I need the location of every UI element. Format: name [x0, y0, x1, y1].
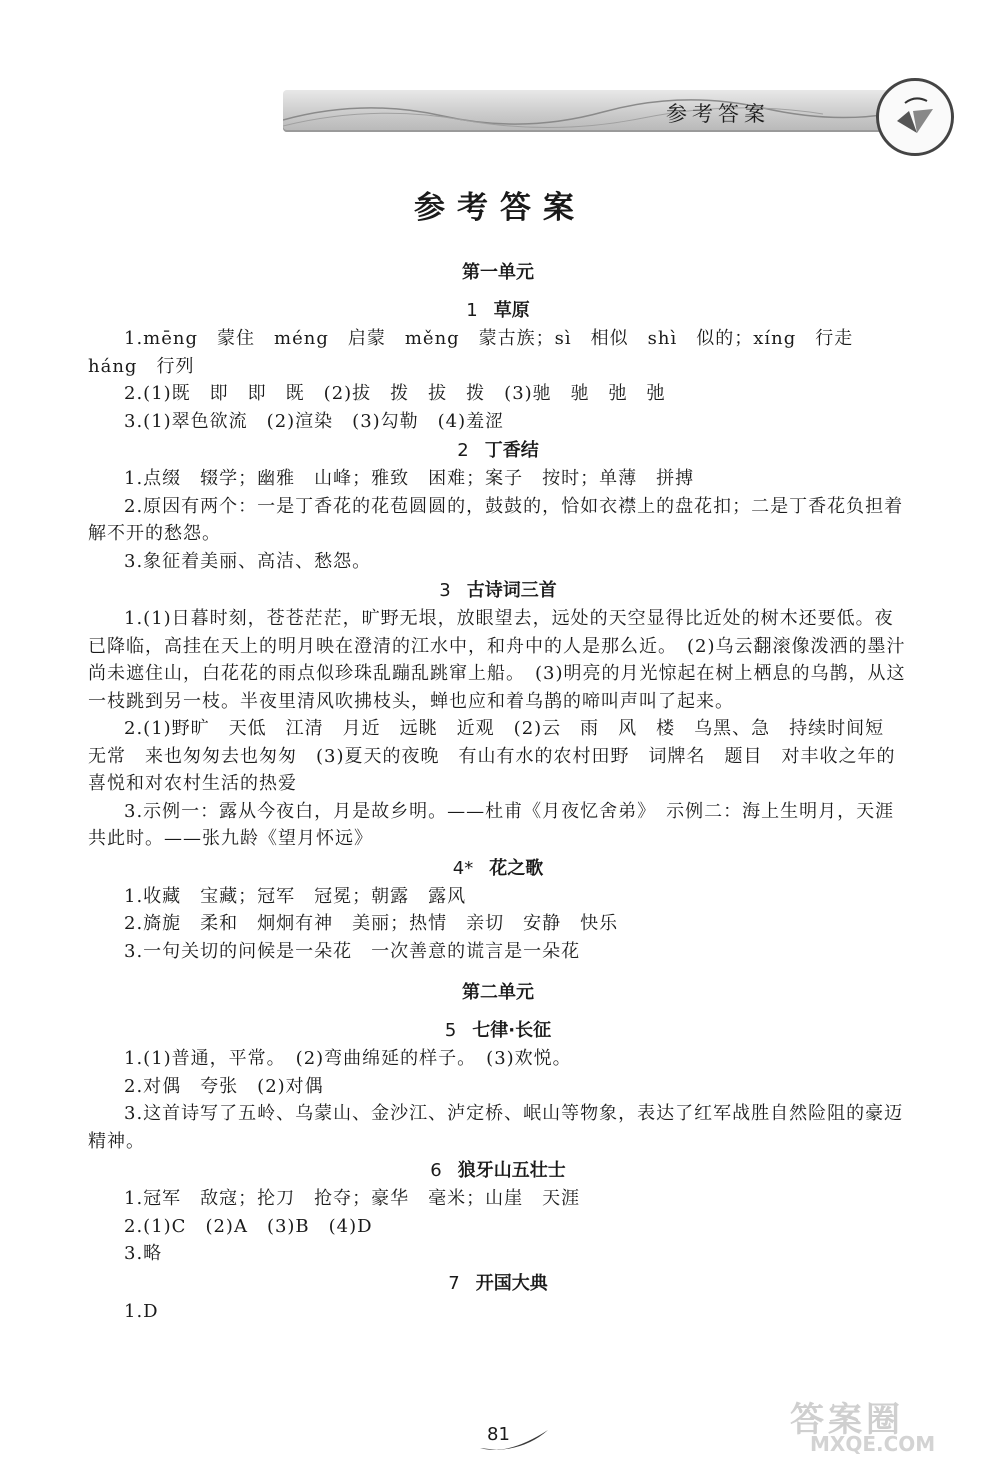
- answer-line: 3.示例一：露从今夜白，月是故乡明。——杜甫《月夜忆舍弟》 示例二：海上生明月，天涯共此时。——张九龄《望月怀远》: [88, 800, 895, 849]
- page-number: 81: [487, 1424, 510, 1445]
- lesson-title: 狼牙山五壮士: [457, 1160, 566, 1181]
- lesson-title: 开国大典: [475, 1272, 548, 1294]
- lesson-number: 1: [466, 300, 478, 321]
- lesson-title: 花之歌: [489, 857, 544, 879]
- answer-line: 3.这首诗写了五岭、乌蒙山、金沙江、泸定桥、岷山等物象，表达了红军战胜自然险阻的豪迈精神。: [88, 1103, 904, 1152]
- answer-line: 1.点缀 辍学；幽雅 山峰；雅致 困难；案子 按时；单薄 拼搏: [124, 468, 695, 489]
- answer-line: 2.(1)野旷 天低 江清 月近 远眺 近观 (2)云 雨 风 楼 乌黑、急 持续时间短 无常 来也匆匆去也匆匆 (3)夏天的夜晚 有山有水的农村田野 词牌名 题目 对丰收之年的喜悦和对农村生活的热爱: [88, 718, 904, 794]
- answer-line: 2.(1)既 即 即 既 (2)拔 拨 拔 拨 (3)驰 驰 弛 弛: [124, 383, 666, 404]
- lesson-number: 5: [444, 1020, 457, 1041]
- lesson-number: 4*: [452, 857, 474, 879]
- answer-line: 1.(1)日暮时刻，苍苍茫茫，旷野无垠，放眼望去，远处的天空显得比近处的树木还要低。夜已降临，高挂在天上的明月映在澄清的江水中，和舟中的人是那么近。 (2)乌云翻滚像泼洒的墨汁尚未遮住山，白花花的雨点似珍珠乱蹦乱跳窜上船。 (3)明亮的月光惊起在树上栖息的乌鹊，从这一枝跳到另一枝。半夜里清风吹拂枝头，蝉也应和着乌鹊的啼叫声叫了起来。: [88, 608, 906, 712]
- header-label: 参考答案: [666, 102, 770, 126]
- answer-line: 2.旖旎 柔和 炯炯有神 美丽；热情 亲切 安静 快乐: [124, 913, 619, 934]
- answer-line: 1.冠军 敌寇；抡刀 抢夺；豪华 毫米；山崖 天涯: [124, 1188, 581, 1209]
- answer-line: 1.mēng 蒙住 méng 启蒙 měng 蒙古族；sì 相似 shì 似的；xíng 行走 háng 行列: [88, 328, 873, 377]
- answer-content: [88, 255, 908, 1325]
- lesson-heading: [88, 855, 908, 883]
- header-band: [283, 90, 908, 132]
- lesson-heading: [88, 1270, 908, 1298]
- header-emblem-icon: [876, 78, 954, 156]
- answer-line: 1.D: [124, 1300, 159, 1322]
- answer-line: 3.一句关切的问候是一朵花 一次善意的谎言是一朵花: [124, 940, 581, 962]
- lesson-title: 古诗词三首: [466, 580, 557, 601]
- lesson-number: 3: [439, 580, 451, 601]
- page-title: 参考答案: [414, 190, 586, 226]
- lesson-heading: [88, 1017, 908, 1045]
- lesson-number: 6: [430, 1160, 442, 1181]
- header-wave-decoration: [283, 90, 908, 132]
- lesson-number: 7: [448, 1272, 460, 1294]
- lesson-number: 2: [457, 440, 469, 461]
- answer-line: 3.象征着美丽、高洁、愁怨。: [124, 550, 372, 572]
- lesson-title: 丁香结: [484, 440, 539, 461]
- answer-line: 2.(1)C (2)A (3)B (4)D: [124, 1215, 373, 1237]
- answer-line: 1.收藏 宝藏；冠军 冠冕；朝露 露风: [124, 885, 467, 907]
- answer-line: 3.略: [124, 1243, 163, 1264]
- lesson-title: 七律·长征: [472, 1020, 552, 1041]
- lesson-title: 草原: [493, 300, 530, 321]
- lesson-heading: [88, 577, 908, 605]
- lesson-heading: [88, 1157, 908, 1185]
- lesson-heading: [88, 437, 908, 465]
- lesson-heading: [88, 297, 908, 325]
- unit-title: 第二单元: [462, 982, 534, 1003]
- answer-line: 1.(1)普通，平常。 (2)弯曲绵延的样子。 (3)欢悦。: [124, 1048, 572, 1069]
- watermark-url: MXQE.COM: [810, 1432, 936, 1456]
- answer-line: 3.(1)翠色欲流 (2)渲染 (3)勾勒 (4)羞涩: [124, 410, 505, 432]
- answer-line: 2.原因有两个：一是丁香花的花苞圆圆的，鼓鼓的，恰如衣襟上的盘花扣；二是丁香花负担着解不开的愁怨。: [88, 495, 904, 544]
- answer-line: 2.对偶 夸张 (2)对偶: [124, 1075, 324, 1097]
- unit-title: 第一单元: [462, 262, 534, 283]
- watermark-logo: 答案圈: [790, 1400, 904, 1440]
